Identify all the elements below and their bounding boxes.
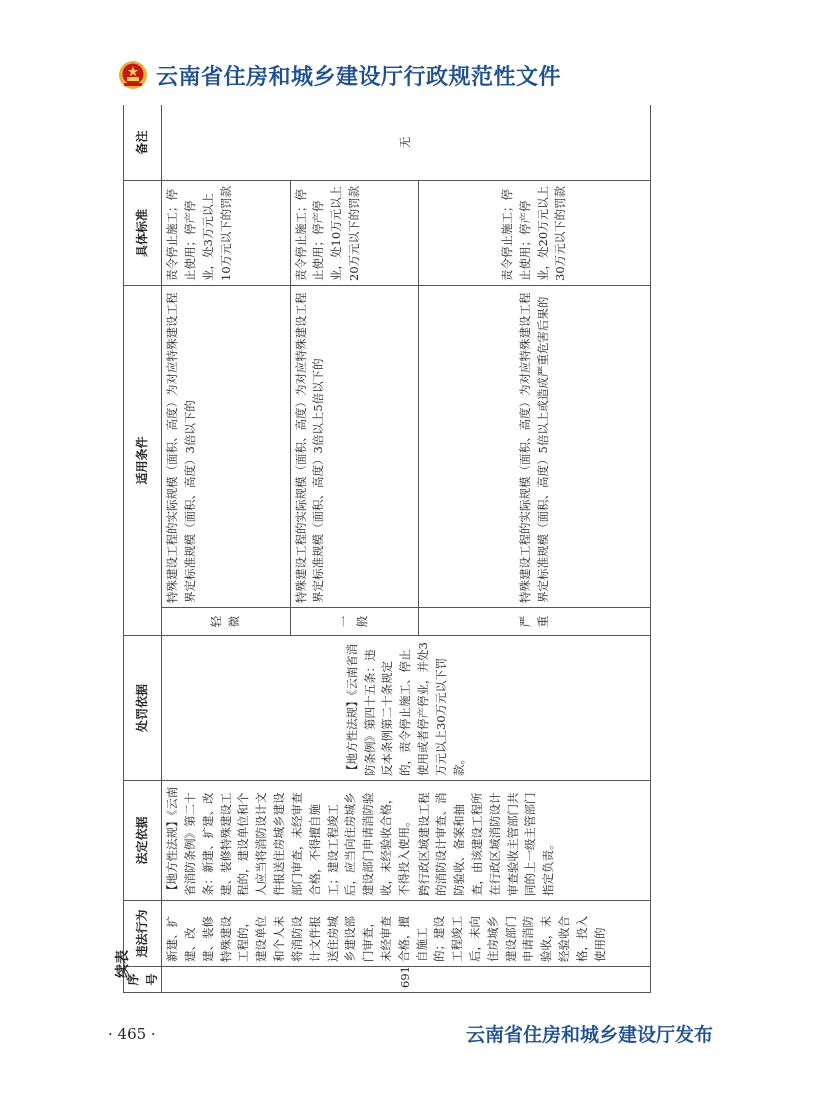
document-series-title: 云南省住房和城乡建设厅行政规范性文件 <box>156 64 562 90</box>
level-severe: 严重 <box>419 608 651 636</box>
condition-minor: 特殊建设工程的实际规模（面积、高度）为对应特殊建设工程界定标准规模（面积、高度）3倍以下的 <box>162 285 290 607</box>
continued-label: 续表 <box>115 950 131 978</box>
row-legal-basis <box>162 781 651 901</box>
standard-minor: 责令停止施工；停止使用；停产停业，处3万元以上10万元以下的罚款 <box>162 180 290 285</box>
row-remarks: 无 <box>162 105 651 180</box>
penalty-standard-table <box>123 105 651 993</box>
legal-basis-text-2: 跨行政区域建设工程的消防设计审查、消防验收、备案和抽查，由该建设工程所在行政区域消防设计审查验收主管部门共同的上一级主管部门指定负责。 <box>416 792 556 896</box>
col-header-legal-basis: 法定依据 <box>124 781 162 901</box>
col-header-standard: 具体标准 <box>124 180 162 285</box>
condition-severe: 特殊建设工程的实际规模（面积、高度）为对应特殊建设工程界定标准规模（面积、高度）5倍以上或造成严重危害后果的 <box>419 285 651 607</box>
condition-general: 特殊建设工程的实际规模（面积、高度）为对应特殊建设工程界定标准规模（面积、高度）3倍以上5倍以下的 <box>290 285 418 607</box>
legal-basis-text-1: 【地方性法规】《云南省消防条例》第二十条：新建、扩建、改建、装修特殊建设工程的，建设单位和个人应当将消防设计文件报送住房城乡建设部门审查，未经审查合格，不得擅自施工；建设工程竣工后，应当向住房城乡建设部门申请消防验收，未经验收合格，不得投入使用。 <box>165 786 411 896</box>
page-number: · 465 · <box>108 1025 156 1043</box>
level-general: 一般 <box>290 608 418 636</box>
publisher-footer: 云南省住房和城乡建设厅发布 <box>465 1024 713 1046</box>
page-header <box>118 55 561 95</box>
col-header-penalty-basis: 处罚依据 <box>124 636 162 781</box>
col-header-seq: 序号 <box>124 967 162 993</box>
row-behavior: 新建、扩建、改建、装修特殊建设工程的，建设单位和个人未将消防设计文件报送住房城乡建设部门审查，未经审查合格，擅自施工的；建设工程竣工后，未向住房城乡建设部门申请消防验收，未经验收合格，投入使用的 <box>162 901 651 967</box>
col-header-conditions: 适用条件 <box>124 285 162 635</box>
standard-severe: 责令停止施工；停止使用；停产停业，处20万元以上30万元以下的罚款 <box>419 180 651 285</box>
national-emblem-icon <box>118 60 148 90</box>
level-minor: 轻微 <box>162 608 290 636</box>
col-header-remarks: 备注 <box>124 105 162 180</box>
row-seq: 691 <box>162 967 651 993</box>
row-penalty-basis: 【地方性法规】《云南省消防条例》第四十五条：违反本条例第二十条规定的，责令停止施工、停止使用或者停产停业，并处3万元以上30万元以下罚款。 <box>162 636 651 781</box>
col-header-behavior: 违法行为 <box>124 901 162 967</box>
standard-general: 责令停止施工；停止使用；停产停业，处10万元以上20万元以下的罚款 <box>290 180 418 285</box>
table-row <box>162 105 290 993</box>
